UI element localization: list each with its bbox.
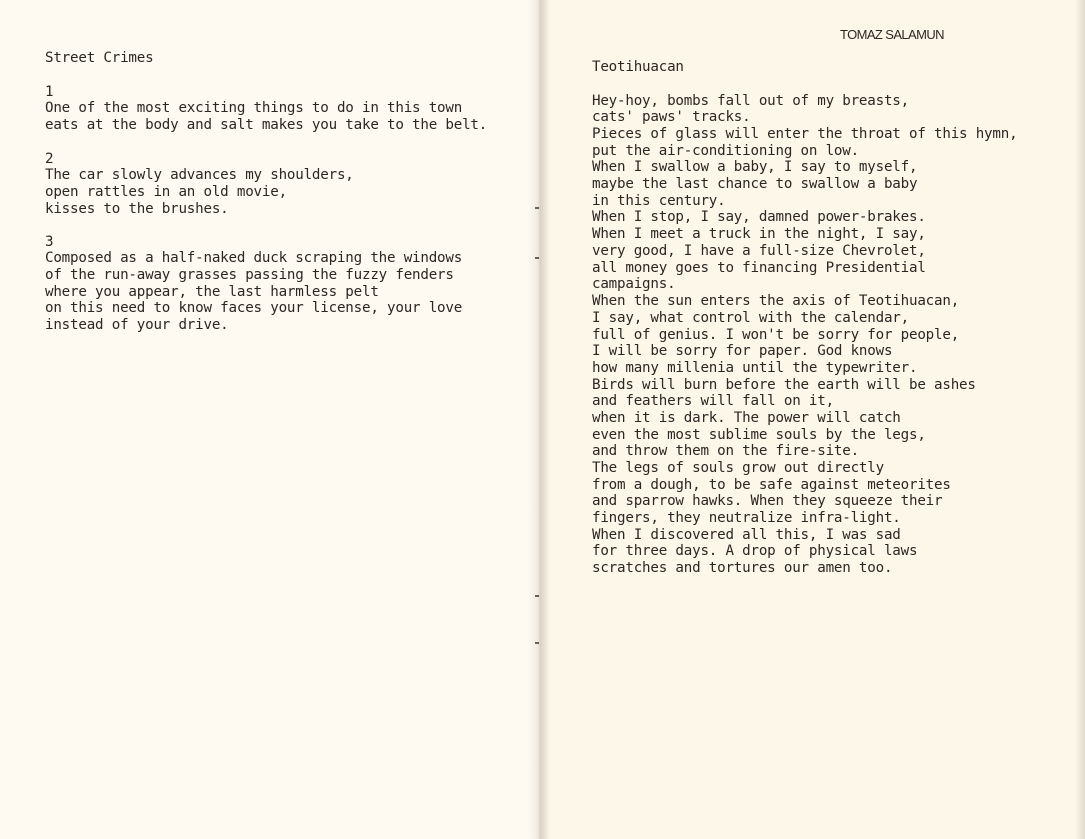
- poem-line: fingers, they neutralize infra-light.: [592, 510, 901, 526]
- section-number: 3: [45, 234, 54, 250]
- poem-line: maybe the last chance to swallow a baby: [592, 176, 918, 192]
- poem-line: One of the most exciting things to do in this town: [45, 100, 463, 116]
- poem-line: When the sun enters the axis of Teotihuacan,: [592, 293, 960, 309]
- poem-line: scratches and tortures our amen too.: [592, 560, 893, 576]
- poem-line: Composed as a half-naked duck scraping the windows: [45, 250, 463, 266]
- poem-line: When I swallow a baby, I say to myself,: [592, 159, 918, 175]
- section-number: 1: [45, 84, 54, 100]
- poem-line: on this need to know faces your license, your love: [45, 300, 463, 316]
- gutter-mark: [535, 642, 539, 644]
- poem-line: very good, I have a full-size Chevrolet,: [592, 243, 926, 259]
- author-header: TOMAZ SALAMUN: [840, 27, 944, 42]
- poem-line: of the run-away grasses passing the fuzzy fenders: [45, 267, 454, 283]
- poem-line: how many millenia until the typewriter.: [592, 360, 918, 376]
- poem-line: I will be sorry for paper. God knows: [592, 343, 893, 359]
- poem-line: I say, what control with the calendar,: [592, 310, 909, 326]
- gutter-mark: [535, 257, 539, 259]
- poem-line: The legs of souls grow out directly: [592, 460, 884, 476]
- poem-line: eats at the body and salt makes you take to the belt.: [45, 117, 488, 133]
- book-gutter: [528, 0, 550, 839]
- poem-line: when it is dark. The power will catch: [592, 410, 901, 426]
- poem-line: all money goes to financing Presidential: [592, 260, 926, 276]
- left-poem-title: Street Crimes: [45, 50, 154, 66]
- poem-line: for three days. A drop of physical laws: [592, 543, 918, 559]
- section-number: 2: [45, 151, 54, 167]
- page-edge-shadow: [1075, 0, 1085, 839]
- gutter-mark: [535, 595, 539, 597]
- poem-line: Pieces of glass will enter the throat of this hymn,: [592, 126, 1018, 142]
- poem-line: campaigns.: [592, 276, 676, 292]
- poem-line: in this century.: [592, 193, 726, 209]
- poem-line: instead of your drive.: [45, 317, 229, 333]
- poem-line: and throw them on the fire-site.: [592, 443, 859, 459]
- poem-line: Hey-hoy, bombs fall out of my breasts,: [592, 93, 909, 109]
- poem-line: where you appear, the last harmless pelt: [45, 284, 379, 300]
- poem-line: cats' paws' tracks.: [592, 109, 751, 125]
- poem-line: put the air-conditioning on low.: [592, 143, 859, 159]
- poem-line: from a dough, to be safe against meteorites: [592, 477, 951, 493]
- poem-line: When I meet a truck in the night, I say,: [592, 226, 926, 242]
- poem-line: The car slowly advances my shoulders,: [45, 167, 354, 183]
- poem-line: even the most sublime souls by the legs,: [592, 427, 926, 443]
- poem-line: and feathers will fall on it,: [592, 393, 834, 409]
- right-poem-title: Teotihuacan: [592, 59, 684, 75]
- gutter-mark: [535, 207, 539, 209]
- poem-line: Birds will burn before the earth will be ashes: [592, 377, 976, 393]
- poem-line: kisses to the brushes.: [45, 201, 229, 217]
- poem-line: and sparrow hawks. When they squeeze their: [592, 493, 943, 509]
- poem-line: full of genius. I won't be sorry for people,: [592, 327, 960, 343]
- poem-line: When I stop, I say, damned power-brakes.: [592, 209, 926, 225]
- poem-line: When I discovered all this, I was sad: [592, 527, 901, 543]
- poem-line: open rattles in an old movie,: [45, 184, 287, 200]
